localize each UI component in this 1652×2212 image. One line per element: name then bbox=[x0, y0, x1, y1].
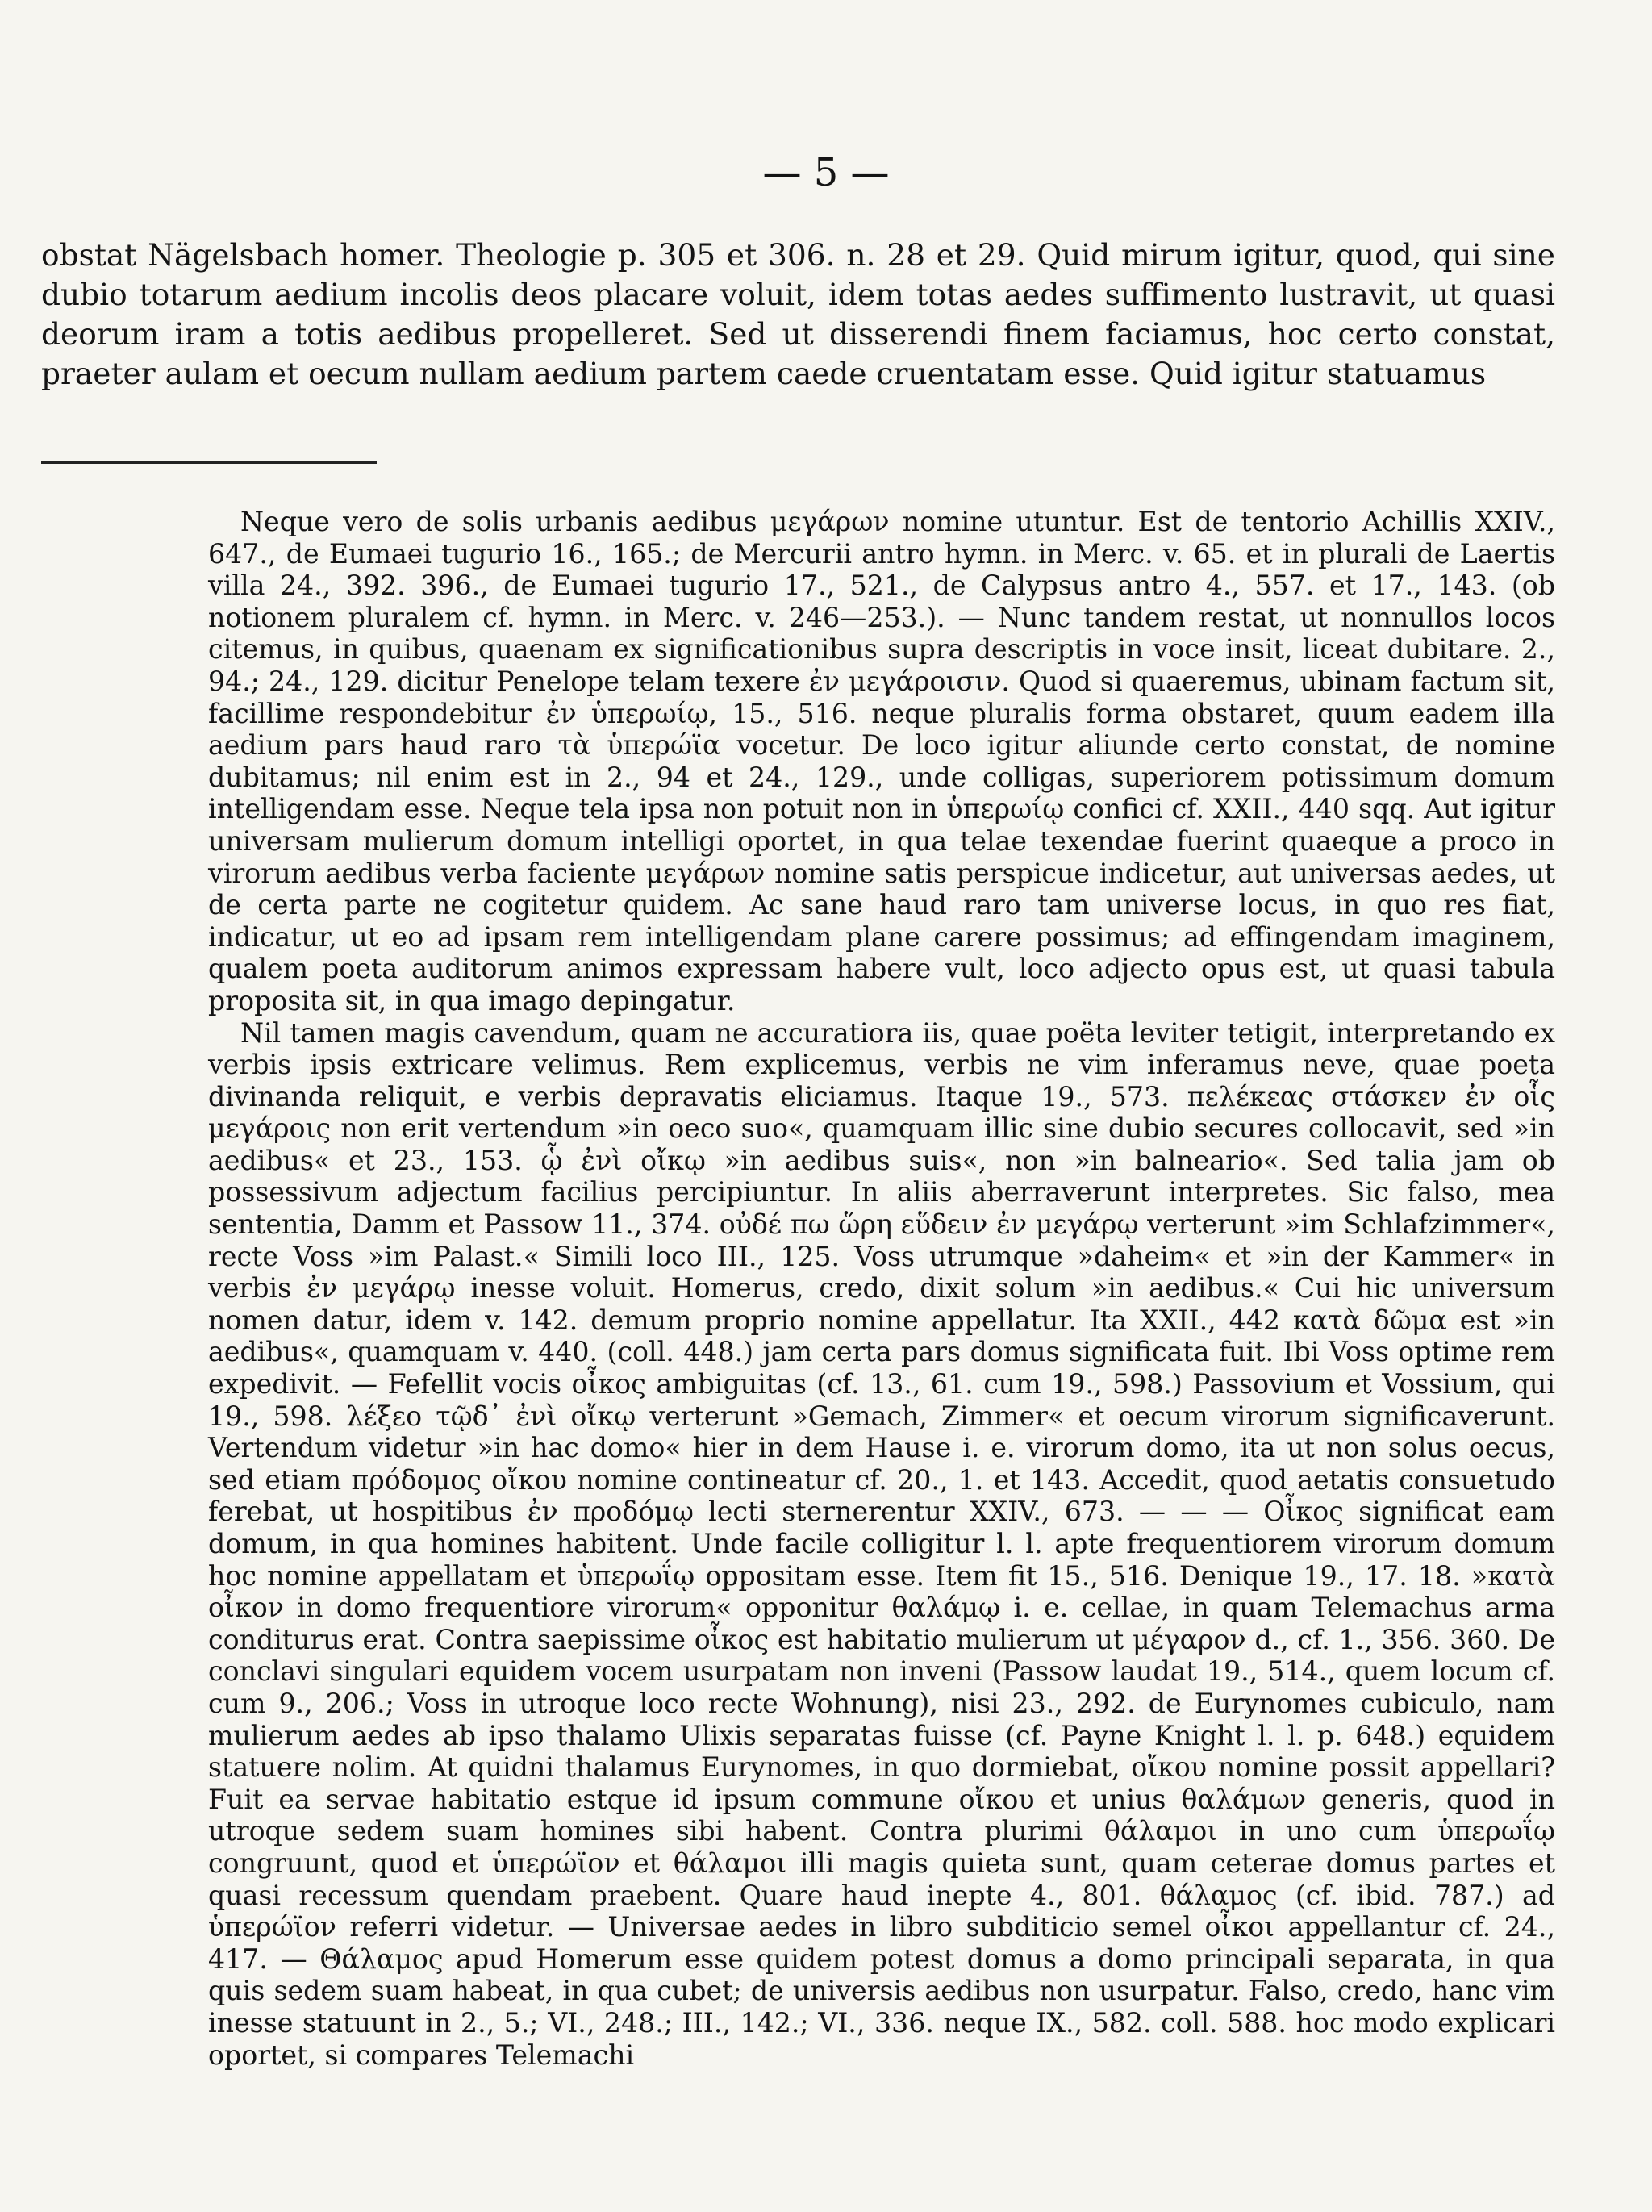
footnote-paragraph-2: Nil tamen magis cavendum, quam ne accuratiora iis, quae poëta leviter tetigit, interpretando ex verbis ipsis extricare velimus. Rem explicemus, verbis ne vim inferamus neve, quae poeta divinanda reliquit, e verbis depravatis eliciamus. Itaque 19., 573. πελέκεας στάσκεν ἐν οἷς μεγάροις non erit vertendum »in oeco suo«, quamquam illic sine dubio secures collocavit, sed »in aedibus« et 23., 153. ᾧ ἐνὶ οἴκῳ »in aedibus suis«, non »in balneario«. Sed talia jam ob possessivum adjectum facilius percipiuntur. In aliis aberraverunt interpretes. Sic falso, mea sententia, Damm et Passow 11., 374. οὐδέ πω ὥρη εὕδειν ἐν μεγάρῳ verterunt »im Schlafzimmer«, recte Voss »im Palast.« Simili loco III., 125. Voss utrumque »daheim« et »in der Kammer« in verbis ἐν μεγάρῳ inesse voluit. Homerus, credo, dixit solum »in aedibus.« Cui hic universum nomen datur, idem v. 142. demum proprio nomine appellatur. Ita XXII., 442 κατὰ δῶμα est »in aedibus«, quamquam v. 440. (coll. 448.) jam certa pars domus significata fuit. Ibi Voss optime rem expedivit. — Fefellit vocis οἶκος ambiguitas (cf. 13., 61. cum 19., 598.) Passovium et Vossium, qui 19., 598. λέξεο τῷδ᾽ ἐνὶ οἴκῳ verterunt »Gemach, Zimmer« et oecum virorum significaverunt. Vertendum videtur »in hac domo« hier in dem Hause i. e. virorum domo, ita ut non solus oecus, sed etiam πρόδομος οἴκου nomine contineatur cf. 20., 1. et 143. Accedit, quod aetatis consuetudo ferebat, ut hospitibus ἐν προδόμῳ lecti sternerentur XXIV., 673. — — — Οἶκος significat eam domum, in qua homines habitent. Unde facile colligitur l. l. apte frequentiorem virorum domum hoc nomine appellatam et ὑπερωΐῳ oppositam esse. Item fit 15., 516. Denique 19., 17. 18. »κατὰ οἶκον in domo frequentiore virorum« opponitur θαλάμῳ i. e. cellae, in quam Telemachus arma conditurus erat. Contra saepissime οἶκος est habitatio mulierum ut μέγαρον d., cf. 1., 356. 360. De conclavi singulari equidem vocem usurpatam non inveni (Passow laudat 19., 514., quem locum cf. cum 9., 206.; Voss in utroque loco recte Wohnung), nisi 23., 292. de Eurynomes cubiculo, nam mulierum aedes ab ipso thalamo Ulixis separatas fuisse (cf. Payne Knight l. l. p. 648.) equidem statuere nolim. At quidni thalamus Eurynomes, in quo dormiebat, οἴκου nomine possit appellari? Fuit ea servae habitatio estque id ipsum commune οἴκου et unius θαλάμων generis, quod in utroque sedem suam homines sibi habent. Contra plurimi θάλαμοι in uno cum ὑπερωΐῳ congruunt, quod et ὑπερώϊον et θάλαμοι illi magis quieta sunt, quam ceterae domus partes et quasi recessum quendam praebent. Quare haud inepte 4., 801. θάλαμος (cf. ibid. 787.) ad ὑπερώϊον referri videtur. — Universae aedes in libro subditicio semel οἶκοι appellantur cf. 24., 417. — Θάλαμος apud Homerum esse quidem potest domus a domo principali separata, in qua quis sedem suam habeat, in qua cubet; de universis aedibus non usurpatur. Falso, credo, hanc vim inesse statuunt in 2., 5.; VI., 248.; III., 142.; VI., 336. neque IX., 582. coll. 588. hoc modo explicari oportet, si compares Telemachi bbox=[208, 1016, 1555, 2071]
main-text-paragraph: obstat Nägelsbach homer. Theologie p. 305 et 306. n. 28 et 29. Quid mirum igitur, quod, qui sine dubio totarum aedium incolis deos placare voluit, idem totas aedes suffimento lustravit, ut quasi deorum iram a totis aedibus propelleret. Sed ut disserendi finem faciamus, hoc certo constat, praeter aulam et oecum nullam aedium partem caede cruentatam esse. Quid igitur statuamus bbox=[41, 237, 1555, 391]
footnote-block bbox=[208, 506, 1555, 2071]
footnote-separator-rule bbox=[41, 461, 377, 464]
page-number: — 5 — bbox=[762, 150, 890, 195]
footnote-paragraph-1: Neque vero de solis urbanis aedibus μεγάρων nomine utuntur. Est de tentorio Achillis XXIV., 647., de Eumaei tugurio 16., 165.; de Mercurii antro hymn. in Merc. v. 65. et in plurali de Laertis villa 24., 392. 396., de Eumaei tugurio 17., 521., de Calypsus antro 4., 557. et 17., 143. (ob notionem pluralem cf. hymn. in Merc. v. 246—253.). — Nunc tandem restat, ut nonnullos locos citemus, in quibus, quaenam ex significationibus supra descriptis in voce insit, liceat dubitare. 2., 94.; 24., 129. dicitur Penelope telam texere ἐν μεγάροισιν. Quod si quaeremus, ubinam factum sit, facillime respondebitur ἐν ὑπερωίῳ, 15., 516. neque pluralis forma obstaret, quum eadem illa aedium pars haud raro τὰ ὑπερώϊα vocetur. De loco igitur aliunde certo constat, de nomine dubitamus; nil enim est in 2., 94 et 24., 129., unde colligas, superiorem potissimum domum intelligendam esse. Neque tela ipsa non potuit non in ὑπερωίῳ confici cf. XXII., 440 sqq. Aut igitur universam mulierum domum intelligi oportet, in qua telae texendae fuerint quaeque a proco in virorum aedibus verba faciente μεγάρων nomine satis perspicue indicetur, aut universas aedes, ut de certa parte ne cogitetur quidem. Ac sane haud raro tam universe locus, in quo res fiat, indicatur, ut eo ad ipsam rem intelligendam plane carere possimus; ad effingendam imaginem, qualem poeta auditorum animos expressam habere vult, loco adjecto opus est, ut quasi tabula proposita sit, in qua imago depingatur. bbox=[208, 506, 1555, 1016]
